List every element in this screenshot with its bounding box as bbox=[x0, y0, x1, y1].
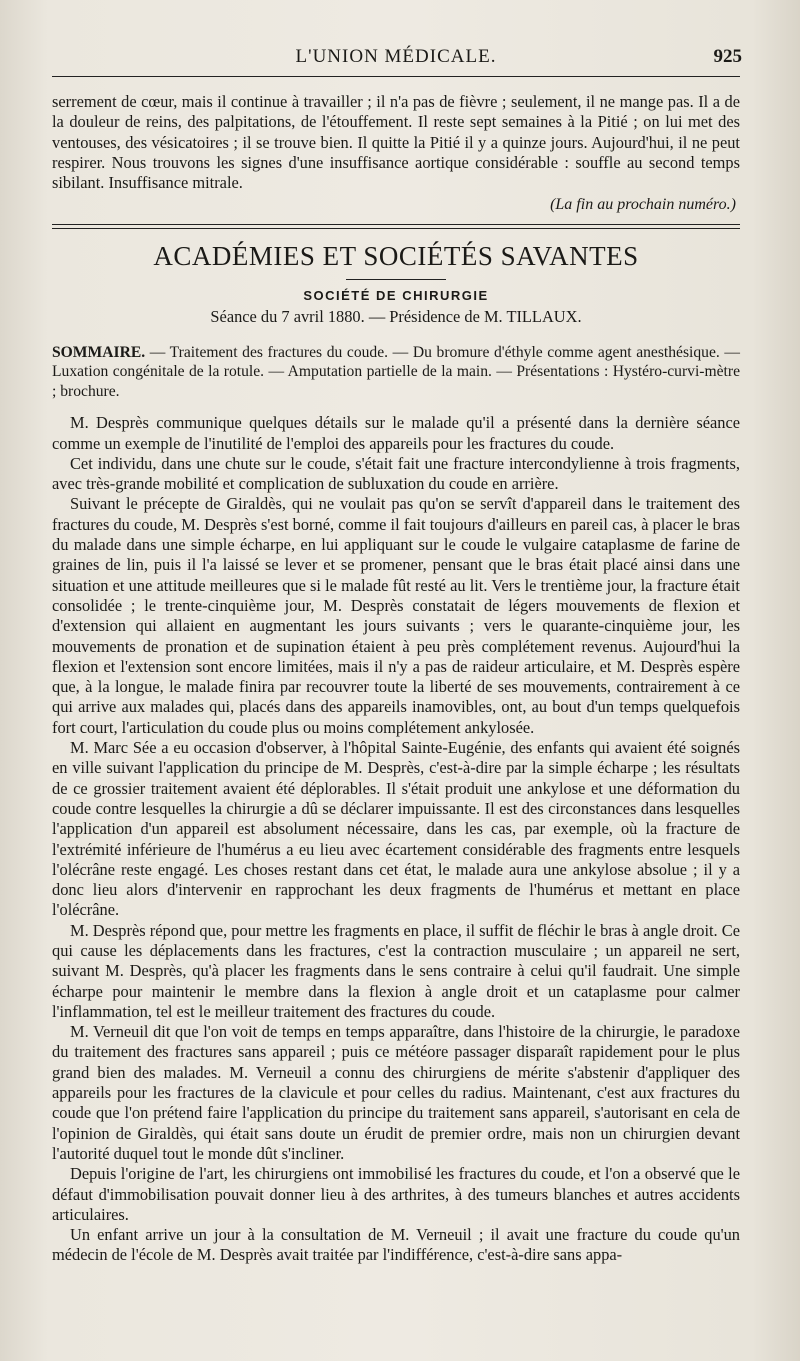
section-divider bbox=[52, 224, 740, 229]
paragraph: M. Marc Sée a eu occasion d'observer, à l'hôpital Sainte-Eugénie, des enfants qui avaient été soignés en ville suivant l'application du principe de M. Desprès, c'est-à-dire par la simple écharpe ; les résultats de ce grossier traitement avaient été déplorables. Il s'était produit une ankylose et une déformation du coude contre lesquelles la chirurgie a dû se déclarer impuissante. Il est des circonstances dans lesquelles l'application d'un appareil est absolument nécessaire, dans les cas, par exemple, où la fracture de l'extrémité inférieure de l'humérus a eu lieu avec écartement considérable des fragments entre lesquels l'olécrâne reste engagé. Les choses restant dans cet état, le malade aura une ankylose absolue ; il y a donc lieu alors d'intervenir en rapprochant les deux fragments de l'humérus et mettant en place l'olécrâne. bbox=[52, 738, 740, 920]
paragraph: Cet individu, dans une chute sur le coude, s'était fait une fracture intercondylienne à trois fragments, avec très-grande mobilité et complication de subluxation du coude en arrière. bbox=[52, 453, 740, 494]
header-rule bbox=[52, 76, 740, 77]
running-header bbox=[52, 0, 740, 74]
title-rule bbox=[346, 279, 446, 280]
summary bbox=[52, 343, 740, 402]
paragraph: M. Verneuil dit que l'on voit de temps en temps apparaître, dans l'histoire de la chirurgie, le paradoxe du traitement des fractures sans appareil ; puis ce météore passager disparaît rapidement pour le plus grand bien des malades. M. Verneuil a connu des chirurgiens de mérite s'abstenir d'appliquer des appareils pour les fractures de la clavicule et pour celles du radius. Maintenant, c'est aux fractures du coude que l'on prétend faire l'application du principe du traitement sans appareil, s'autorisant en cela de l'opinion de Giraldès, qui était sans doute un érudit de premier ordre, mais non un chirurgien devant l'autorité duquel tout le monde dût s'incliner. bbox=[52, 1022, 740, 1163]
journal-title: L'UNION MÉDICALE. bbox=[295, 46, 497, 67]
paragraph: M. Desprès répond que, pour mettre les fragments en place, il suffit de fléchir le bras à angle droit. Ce qui cause les déplacements dans les fractures, c'est la contraction musculaire ; un appareil ne sert, suivant M. Desprès, qu'à placer les fragments dans le sens contraire à celui qu'il faudrait. Une simple écharpe pour maintenir le membre dans la flexion à angle droit et un cataplasme pour calmer l'inflammation, tel est le meilleur traitement des fractures du coude. bbox=[52, 920, 740, 1021]
section-title: ACADÉMIES ET SOCIÉTÉS SAVANTES bbox=[153, 240, 639, 271]
paragraph: Un enfant arrive un jour à la consultation de M. Verneuil ; il avait une fracture du coude qu'un médecin de l'école de M. Desprès avait traitée par l'indifférence, c'est-à-dire sans appa- bbox=[52, 1225, 740, 1265]
article-body bbox=[52, 413, 740, 1265]
session-line: Séance du 7 avril 1880. — Présidence de M. TILLAUX. bbox=[210, 306, 582, 326]
summary-text: — Traitement des fractures du coude. — Du bromure d'éthyle comme agent anesthésique. — Luxation congénitale de la rotule. — Amputation partielle de la main. — Présentations : Hystéro-curvi-mètre ; brochure. bbox=[52, 343, 740, 400]
paragraph: M. Desprès communique quelques détails sur le malade qu'il a présenté dans la dernière séance comme un exemple de l'inutilité de l'emploi des appareils pour les fractures du coude. bbox=[52, 413, 740, 453]
page-number: 925 bbox=[713, 46, 742, 67]
summary-label: SOMMAIRE. bbox=[52, 343, 146, 361]
society-name: SOCIÉTÉ DE CHIRURGIE bbox=[303, 287, 489, 303]
continued-paragraph: serrement de cœur, mais il continue à travailler ; il n'a pas de fièvre ; seulement, il ne mange pas. Il a de la douleur de reins, des palpitations, de l'étouffement. Il reste sept semaines à la Pitié ; on lui met des ventouses, des vésicatoires ; il se trouve bien. Il quitte la Pitié il y a quinze jours. Aujourd'hui, il ne peut respirer. Nous trouvons les signes d'une insuffisance aortique considérable : souffle au second temps sibilant. Insuffisance mitrale. bbox=[52, 92, 740, 193]
continuation-note: (La fin au prochain numéro.) bbox=[550, 196, 736, 214]
paragraph: Suivant le précepte de Giraldès, qui ne voulait pas qu'on se servît d'appareil dans le traitement des fractures du coude, M. Desprès s'est borné, comme il fait toujours d'ailleurs en pareil cas, à placer le bras du malade dans une simple écharpe, en lui appliquant sur le coude le vulgaire cataplasme de farine de graines de lin, puis il l'a laissé se lever et se promener, pensant que le bras était placé ainsi dans une situation et une attitude meilleures que si le malade fût resté au lit. Vers le trentième jour, la fracture était consolidée ; le trente-cinquième jour, M. Desprès constatait de légers mouvements de flexion et d'extension qui allaient en augmentant les jours suivants ; vers le quarante-cinquième jour, les mouvements de pronation et de supination étaient à peu près complétement revenus. Aujourd'hui la flexion et l'extension sont encore limitées, mais il n'y a pas de raideur articulaire, et M. Desprès espère que, à la longue, le malade finira par recouvrer toute la liberté de ses mouvements, contrairement à ce qui arrive aux malades qui, placés dans des appareils inamovibles, ont, au bout d'un temps quelquefois fort court, l'articulation du coude plus ou moins complétement ankylosée. bbox=[52, 494, 740, 737]
paragraph: Depuis l'origine de l'art, les chirurgiens ont immobilisé les fractures du coude, et l'on a observé que le défaut d'immobilisation pouvait donner lieu à des arthrites, à des tumeurs blanches et autres accidents articulaires. bbox=[52, 1164, 740, 1224]
